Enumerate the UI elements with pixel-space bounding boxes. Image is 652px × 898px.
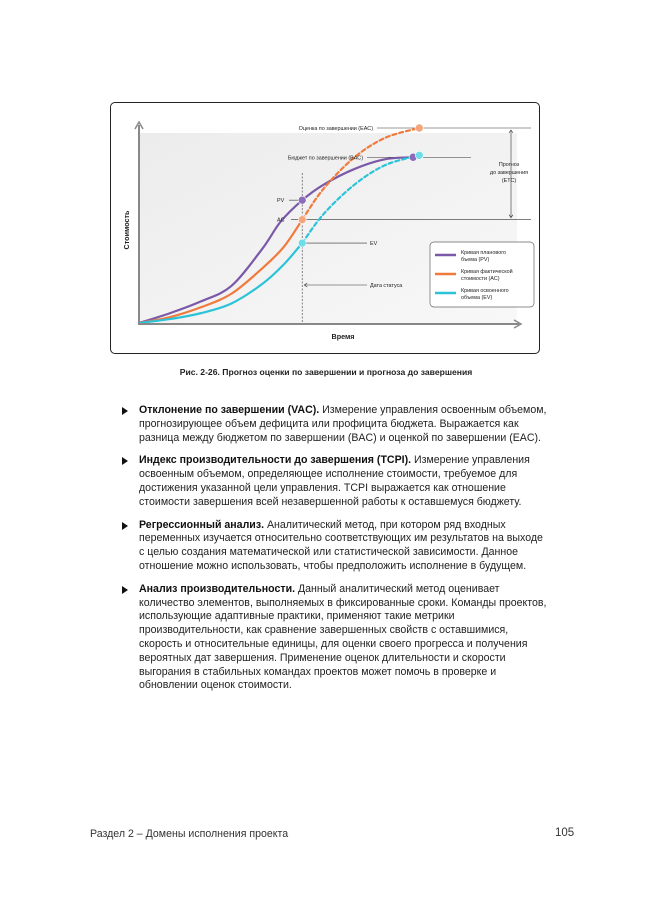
- bullet-text: Измерение управления освоенным объемом, определяющее исполнение стоимости, требуемое для достижения указанной цели управления. TCPI выражается как отношение стоимости завершения всей незавершенной работы к оставшемуся бюджету.: [139, 454, 530, 508]
- point-marker-2: [298, 196, 306, 204]
- bullet-marker-icon: [122, 407, 128, 415]
- bullet-text: Аналитический метод, при котором ряд входных переменных изучается относительно соответствующих им результатов на выходе с целью создания математической или статистической зависимости. Данное отношение можно использовать, чтобы предположить исполнение в будущем.: [139, 518, 543, 572]
- eac-label: Оценка по завершении (EAC): [298, 126, 373, 132]
- figure-caption: Рис. 2-26. Прогноз оценки по завершении и прогноза до завершения: [179, 367, 473, 377]
- footer-section: Раздел 2 – Домены исполнения проекта: [90, 828, 289, 840]
- bullet-vac: [120, 404, 550, 445]
- figure-frame: [110, 102, 540, 354]
- bullet-text: Данный аналитический метод оценивает количество элементов, выполняемых в фиксированные сроки. Команды проектов, использующие адаптивные практики, применяют такие метрики производительности, как сравнение завершенных свойств с оставшимися, скорость и относительные единицы, для оценки своего прогресса и получения вероятных дат завершения. Применение оценок длительности и скорости выгорания в стабильных командах проектов может помочь в проверке и обновлении оценок стоимости.: [139, 582, 547, 692]
- x-axis-label: Время: [331, 332, 355, 341]
- legend-label-0-line1: Кривая планового: [461, 250, 507, 256]
- bullet-regression: [120, 519, 550, 574]
- page-number: 105: [555, 827, 575, 839]
- legend-label-1-line2: стоимости (AC): [461, 276, 500, 282]
- etc-label-line3: (ETC): [501, 178, 517, 184]
- point-marker-5: [415, 151, 423, 159]
- legend-label-2-line2: объема (EV): [461, 295, 493, 301]
- y-axis-label: Стоимость: [122, 210, 131, 250]
- bullet-term: Анализ производительности.: [139, 582, 296, 595]
- etc-label-line1: Прогноз: [498, 162, 520, 168]
- legend-label-1-line1: Кривая фактической: [461, 269, 513, 275]
- bac-label: Бюджет по завершении (BAC): [287, 155, 363, 162]
- bullet-throughput: [120, 583, 550, 693]
- bullet-term: Отклонение по завершении (VAC).: [139, 404, 320, 416]
- bullet-term: Регрессионный анализ.: [139, 518, 265, 531]
- bullet-list: [120, 404, 550, 702]
- ac-label: AC: [277, 217, 285, 224]
- legend-label-0-line2: бъема (PV): [461, 257, 490, 263]
- bullet-tcpi: [120, 454, 550, 509]
- ev-label: EV: [370, 241, 378, 248]
- bullet-marker-icon: [122, 457, 128, 465]
- point-marker-4: [298, 239, 306, 247]
- etc-label-line2: до завершения: [489, 170, 529, 176]
- point-marker-0: [415, 124, 423, 132]
- point-marker-3: [298, 216, 306, 224]
- bullet-term: Индекс производительности до завершения (TCPI).: [139, 454, 412, 467]
- chart: [111, 103, 541, 355]
- status-date-label: Дата статуса: [370, 283, 403, 289]
- pv-label: PV: [277, 198, 285, 205]
- bullet-text: Измерение управления освоенным объемом, прогнозирующее объем дефицита или профицита бюджета. Выражается как разница между бюджетом по завершении (BAC) и оценкой по завершении (EAC).: [139, 404, 547, 444]
- bullet-marker-icon: [122, 586, 128, 594]
- bullet-marker-icon: [122, 522, 128, 530]
- legend-label-2-line1: Кривая освоенного: [461, 288, 509, 294]
